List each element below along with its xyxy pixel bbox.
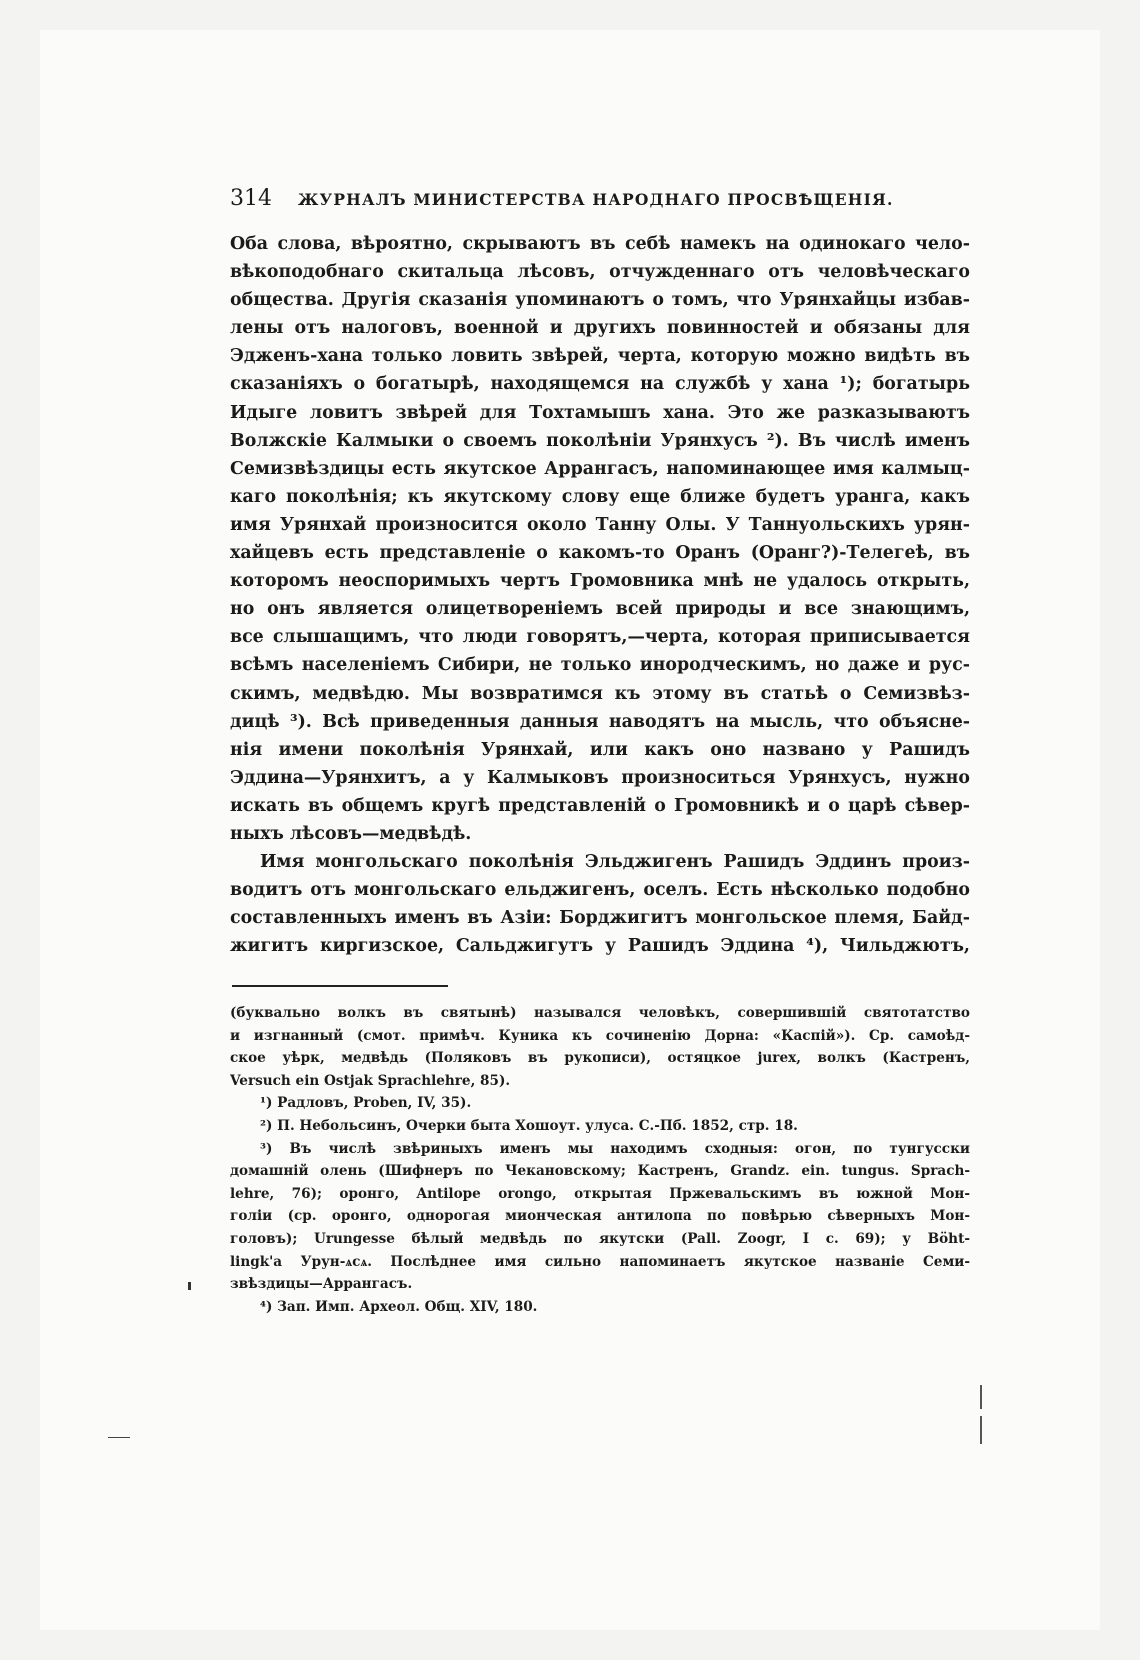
- text-line: вѣкоподобнаго скитальца лѣсовъ, отчужденнаго отъ человѣческаго: [230, 262, 970, 283]
- text-line: сказаніяхъ о богатырѣ, находящемся на службѣ у хана ¹); богатырь: [230, 374, 970, 395]
- running-header: [230, 186, 970, 211]
- footnote-2: ²) П. Небольсинъ, Очерки быта Хошоут. улуса. С.-Пб. 1852, стр. 18.: [260, 1117, 798, 1134]
- text-line: хайцевъ есть представленіе о какомъ-то Оранъ (Оранг?)-Телегеѣ, въ: [230, 543, 970, 564]
- margin-mark: [188, 1282, 191, 1290]
- footnote-rule: [232, 985, 448, 987]
- footnote-line: и изгнанный (смот. примѣч. Куника къ сочиненію Дорна: «Каспій»). Ср. самоѣд-: [230, 1027, 970, 1044]
- footnotes: [230, 1002, 970, 1318]
- text-line: составленныхъ именъ въ Азіи: Борджигитъ монгольское племя, Байд-: [230, 908, 970, 929]
- text-line: но онъ является олицетвореніемъ всей природы и все знающимъ,: [230, 599, 970, 620]
- text-line: имя Урянхай произносится около Танну Олы. У Таннуольскихъ урян-: [230, 514, 970, 535]
- footnote-line: (буквально волкъ въ святынѣ) назывался человѣкъ, совершившій святотатство: [230, 1005, 970, 1021]
- text-line: искать въ общемъ кругѣ представленій о Громовникѣ и о царѣ сѣвер-: [230, 795, 970, 816]
- text-line: общества. Другія сказанія упоминаютъ о томъ, что Урянхайцы избав-: [230, 290, 970, 311]
- text-line: все слышащимъ, что люди говорятъ,—черта, которая приписывается: [230, 627, 970, 648]
- text-line: Идыге ловитъ звѣрей для Тохтамышъ хана. Это же разказываютъ: [230, 402, 970, 423]
- text-line: всѣмъ населеніемъ Сибири, не только инородческимъ, но даже и рус-: [230, 655, 970, 676]
- text-line: лены отъ налоговъ, военной и другихъ повинностей и обязаны для: [230, 318, 970, 339]
- footnote-3-line: ³) Въ числѣ звѣриныхъ именъ мы находимъ сходныя: огон, по тунгусски: [260, 1140, 970, 1157]
- text-line: жигитъ киргизское, Сальджигутъ у Рашидъ Эддина ⁴), Чильджютъ,: [230, 936, 970, 957]
- scan-mark-dash: [108, 1437, 130, 1438]
- text-line: Оба слова, вѣроятно, скрываютъ въ себѣ намекъ на одинокаго чело-: [230, 234, 970, 254]
- text-line: Имя монгольскаго поколѣнія Эльджигенъ Рашидъ Эддинъ произ-: [260, 852, 970, 873]
- footnote-3-line: голіи (ср. оронго, однорогая мионческая антилопа по повѣрью сѣверныхъ Мон-: [230, 1208, 970, 1225]
- text-line: которомъ неоспоримыхъ чертъ Громовника мнѣ не удалось открыть,: [230, 571, 970, 592]
- footnote-3-line: звѣздицы—Аррангасъ.: [230, 1276, 413, 1293]
- scan-mark-bar: [980, 1416, 982, 1444]
- page-number: 314: [230, 186, 272, 211]
- text-line: скимъ, медвѣдю. Мы возвратимся къ этому въ статьѣ о Семизвѣз-: [230, 683, 970, 704]
- text-line: Эддина—Урянхитъ, а у Калмыковъ произноситься Урянхусъ, нужно: [230, 767, 970, 788]
- text-line: ныхъ лѣсовъ—медвѣдѣ.: [230, 823, 472, 844]
- main-text: [230, 230, 970, 960]
- text-line: каго поколѣнія; къ якутскому слову еще ближе будетъ уранга, какъ: [230, 486, 970, 507]
- journal-title: ЖУРНАЛЪ МИНИСТЕРСТВА НАРОДНАГО ПРОСВѢЩЕНІЯ.: [298, 190, 894, 209]
- text-line: Эдженъ-хана только ловить звѣрей, черта, которую можно видѣть въ: [230, 346, 970, 367]
- text-line: водитъ отъ монгольскаго ельджигенъ, оселъ. Есть нѣсколько подобно: [230, 880, 970, 901]
- text-line: дицѣ ³). Всѣ приведенныя данныя наводятъ на мысль, что объясне-: [230, 711, 970, 732]
- footnote-3-line: головъ); Urungesse бѣлый медвѣдь по якутски (Pall. Zoogr, I c. 69); у Böht-: [230, 1230, 970, 1247]
- footnote-line: Versuch ein Ostjak Sprachlehre, 85).: [230, 1072, 511, 1089]
- text-line: Волжскіе Калмыки о своемъ поколѣніи Урянхусъ ²). Въ числѣ именъ: [230, 430, 970, 451]
- footnote-4: ⁴) Зап. Имп. Археол. Общ. XIV, 180.: [260, 1298, 538, 1315]
- scan-mark-bar: [980, 1385, 982, 1409]
- footnote-3-line: домашній олень (Шифнеръ по Чекановскому; Кастренъ, Grandz. ein. tungus. Sprach-: [230, 1163, 970, 1180]
- text-line: Семизвѣздицы есть якутское Аррангасъ, напоминающее имя калмыц-: [230, 458, 970, 479]
- footnote-3-line: lingk'a Урун-ѧсѧ. Послѣднее имя сильно напоминаетъ якутское названіе Семи-: [230, 1253, 970, 1270]
- footnote-line: ское уѣрк, медвѣдь (Поляковъ въ рукописи), остяцкое jurex, волкъ (Кастренъ,: [230, 1050, 970, 1067]
- footnote-3-line: lehre, 76); оронго, Antilope orongo, открытая Пржевальскимъ въ южной Мон-: [230, 1185, 970, 1202]
- text-line: нія имени поколѣнія Урянхай, или какъ оно названо у Рашидъ: [230, 739, 970, 760]
- footnote-1: ¹) Радловъ, Proben, IV, 35).: [260, 1095, 472, 1112]
